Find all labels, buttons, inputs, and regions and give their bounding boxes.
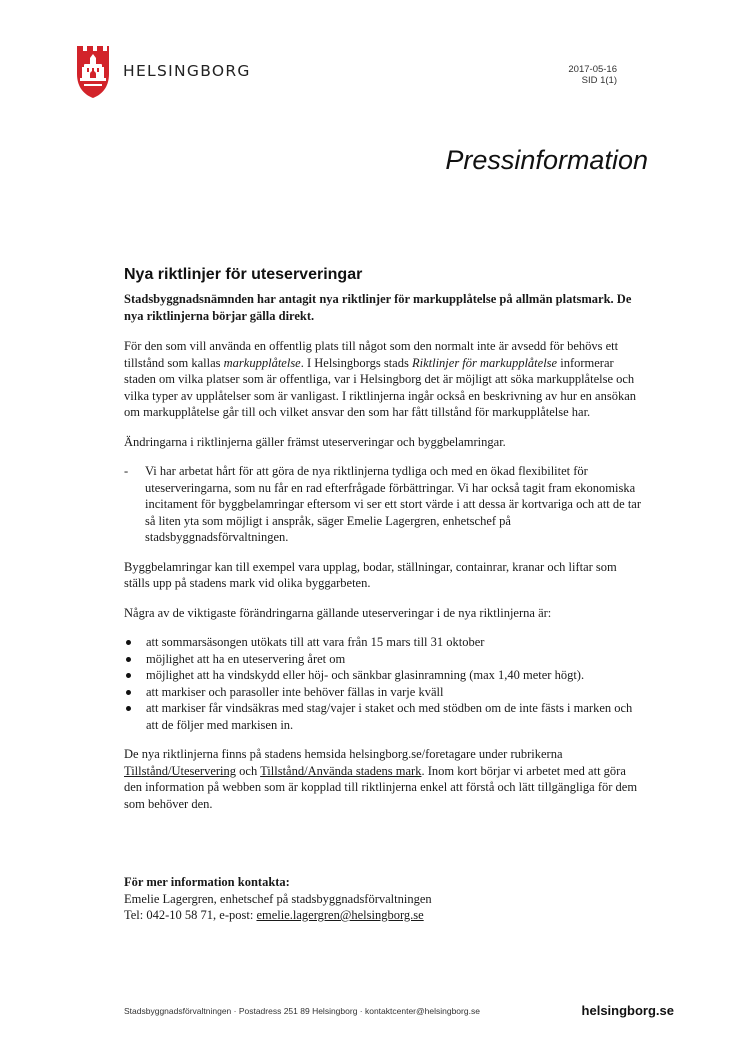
list-item [124, 634, 644, 651]
document-date: 2017-05-16 [568, 64, 617, 75]
contact-phone: Tel: 042-10 58 71, e-post: [124, 908, 257, 922]
document-type-title: Pressinformation [445, 145, 648, 175]
link-tillstand-anvanda-stadens-mark[interactable]: Tillstånd/Använda stadens mark [260, 763, 422, 778]
link-tillstand-uteservering[interactable]: Tillstånd/Uteservering [124, 763, 237, 778]
text: . I Helsingborgs stads [300, 355, 412, 370]
article-lead: Stadsbyggnadsnämnden har antagit nya riktlinjer för markupplåtelse på allmän platsmark. De nya riktlinjerna börjar gälla direkt. [124, 292, 632, 323]
changes-list [124, 634, 644, 733]
emphasis: markupplåtelse [223, 355, 301, 370]
bullet-icon [126, 657, 131, 662]
paragraph-changes: Ändringarna i riktlinjerna gäller främst uteserveringar och byggbelamringar. [124, 434, 506, 449]
bullet-icon [126, 673, 131, 678]
contact-details [124, 907, 644, 924]
quote-text: Vi har arbetat hårt för att göra de nya riktlinjerna tydliga och med en ökad flexibilitet för uteserveringarna, som nu får en rad efterfrågade förbättringar. Vi har också tagit fram ekonomiska incitament för byggbelamringar eftersom vi ser ett stort värde i att dessa är kortvariga och att de tar så liten yta som möjligt i anspråk, säger Emelie Lagergren, enhetschef på stadsbyggnadsförvaltningen. [145, 464, 641, 544]
list-item [124, 684, 644, 701]
text: . Inom kort börjar vi arbetet med att göra den information på webben som är kopplad till riktlinjerna enkel att förstå och lätt tillgängliga för dem som behöver den. [124, 763, 638, 811]
paragraph-byggbelamringar: Byggbelamringar kan till exempel vara upplag, bodar, ställningar, containrar, kranar och liftar som ställs upp på stadens mark vid olika byggarbeten. [124, 559, 617, 590]
bullet-icon [126, 706, 131, 711]
article-body [124, 266, 644, 825]
paragraph-intro [124, 338, 644, 421]
footer-address: Stadsbyggnadsförvaltningen · Postadress 251 89 Helsingborg · kontaktcenter@helsingborg.se [124, 1006, 480, 1016]
quote-dash: - [124, 464, 129, 478]
paragraph-list-intro: Några av de viktigaste förändringarna gällande uteserveringar i de nya riktlinjerna är: [124, 605, 552, 620]
emphasis: Riktlinjer för markupplåtelse [411, 355, 558, 370]
list-item-text: möjlighet att ha en uteservering året om [146, 651, 346, 666]
text: De nya riktlinjerna finns på stadens hemsida helsingborg.se/foretagare under rubrikerna [124, 747, 563, 761]
contact-block [124, 874, 644, 924]
article-headline: Nya riktlinjer för uteserveringar [124, 266, 363, 283]
text: informerar staden om vilka platser som är offentliga, var i Helsingborg det är möjligt att söka markupplåtelse och vilka typer av upplåtelser som är vanligast. I riktlinjerna ingår också en beskrivning av hur en ansökan om markupplåtelse går till och vilket ansvar den som har fått tillstånd för markupplåtelse har. [124, 355, 636, 419]
list-item [124, 667, 644, 684]
list-item-text: möjlighet att ha vindskydd eller höj- och sänkbar glasinramning (max 1,40 meter högt). [146, 668, 585, 682]
org-name: HELSINGBORG [123, 62, 251, 80]
list-item [124, 651, 644, 668]
helsingborg-crest-icon [75, 44, 111, 99]
list-item [124, 700, 644, 733]
bullet-icon [126, 690, 131, 695]
quote-block [124, 463, 644, 546]
contact-person: Emelie Lagergren, enhetschef på stadsbyggnadsförvaltningen [124, 891, 432, 906]
text: och [236, 763, 261, 778]
footer-website[interactable]: helsingborg.se [581, 1003, 674, 1018]
page-number: SID 1(1) [581, 75, 617, 86]
contact-email-link[interactable]: emelie.lagergren@helsingborg.se [256, 908, 424, 922]
bullet-icon [126, 640, 131, 645]
document-meta [568, 64, 617, 86]
list-item-text: att markiser får vindsäkras med stag/vajer i staket och med stödben om de inte fästs i marken och att de följer med markisen in. [146, 701, 633, 732]
paragraph-website [124, 746, 644, 812]
list-item-text: att sommarsäsongen utökats till att vara från 15 mars till 31 oktober [146, 635, 485, 649]
list-item-text: att markiser och parasoller inte behöver fällas in varje kväll [146, 684, 444, 699]
contact-title: För mer information kontakta: [124, 875, 290, 889]
text: För den som vill använda en offentlig plats till något som den normalt inte är avsedd för behövs ett tillstånd som kallas [124, 339, 619, 370]
